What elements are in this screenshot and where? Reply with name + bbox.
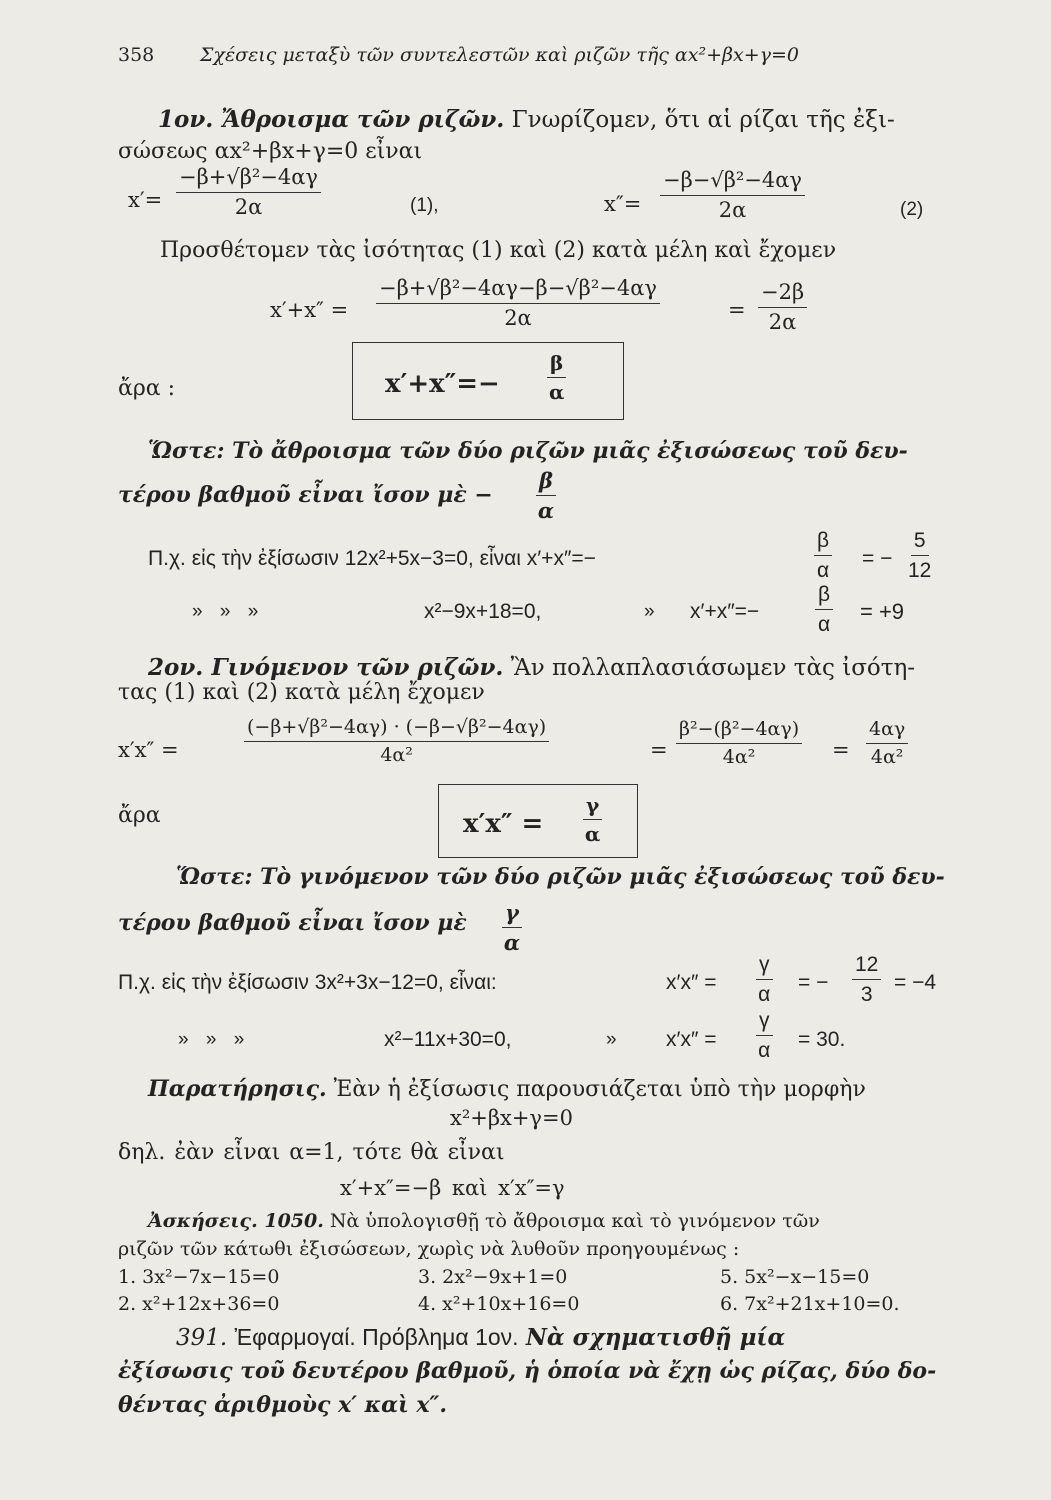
sum-rule-denominator: α	[537, 498, 555, 523]
product-boxed-lhs: x′x″ =	[463, 809, 544, 839]
x2-tag: (2)	[900, 199, 924, 220]
sum-heading-line	[158, 108, 895, 132]
x2-denominator: 2α	[718, 198, 747, 222]
product-eq-fraction-2	[676, 720, 802, 767]
x2-fraction	[660, 170, 805, 221]
sum-example-1-text: Π.χ. εἰς τὴν ἐξίσωσιν 12x²+5x−3=0, εἶναι x′+x″=−	[148, 547, 596, 570]
exercises-label: Ἀσκήσεις. 1050.	[148, 1210, 324, 1232]
product-example-1-frac-b	[852, 954, 881, 1005]
exercises-text-1: Νὰ ὑπολογισθῇ τὸ ἄθροισμα καὶ τὸ γινόμενον τῶν	[329, 1210, 820, 1232]
product-example-1-text: Π.χ. εἰς τὴν ἐξίσωσιν 3x²+3x−12=0, εἶναι:	[118, 971, 497, 994]
exercises-text-2: ριζῶν τῶν κάτωθι ἐξισώσεων, χωρὶς νὰ λυθοῦν προηγουμένως :	[118, 1238, 740, 1260]
sum-example-1-num-a: β	[814, 530, 832, 556]
sum-example-2-ditto: » » »	[192, 601, 259, 622]
product-eq-fraction	[244, 718, 549, 765]
sum-example-2-eq: x²−9x+18=0,	[424, 600, 542, 623]
product-example-1-mid: = −	[798, 971, 829, 994]
product-example-2-fraction	[756, 1010, 773, 1061]
product-rule-denominator: α	[503, 930, 521, 955]
product-example-2-ditto: » » »	[178, 1029, 245, 1050]
x1-numerator: −β+√β²−4αγ	[176, 167, 321, 193]
sum-example-1-den-a: α	[816, 559, 830, 582]
product-example-2-eq: x²−11x+30=0,	[384, 1028, 512, 1051]
sum-eq-numerator: −β+√β²−4αγ−β−√β²−4αγ	[376, 278, 660, 304]
product-example-1-num-b: 12	[852, 954, 881, 980]
sum-heading: 1ον. Ἄθροισμα τῶν ριζῶν.	[158, 106, 505, 133]
sum-eq-lhs: x′+x″ =	[270, 298, 349, 322]
remark-result: x′+x″=−β καὶ x′x″=γ	[340, 1176, 565, 1200]
sum-boxed-lhs: x′+x″=−	[385, 369, 500, 399]
section-391-problem-b: ἐξίσωσις τοῦ δευτέρου βαθμοῦ, ἡ ὁποία νὰ ἔχῃ ὡς ρίζας, δύο δο-	[118, 1358, 937, 1384]
product-example-1-num-a: γ	[756, 954, 773, 980]
product-rule-fraction	[502, 902, 522, 953]
product-example-2-result: = 30.	[798, 1028, 846, 1051]
section-391-problem-a: Νὰ σχηματισθῇ μία	[525, 1324, 786, 1351]
product-example-1-lhs: x′x″ =	[666, 971, 717, 994]
product-example-1-result: = −4	[894, 971, 937, 994]
sum-eq-fraction	[376, 278, 660, 329]
product-eq-denominator-3: 4α²	[870, 746, 904, 768]
add-line: Προσθέτομεν τὰς ἰσότητας (1) καὶ (2) κατὰ μέλη καὶ ἔχομεν	[160, 238, 837, 263]
sum-rule-fraction	[536, 470, 556, 521]
product-example-2-num: γ	[756, 1010, 773, 1036]
product-eq-lhs: x′x″ =	[118, 738, 179, 762]
sum-example-2-ditto-b: »	[644, 601, 655, 622]
exercise-item: 6. 7x²+21x+10=0.	[720, 1293, 900, 1315]
sum-eq-equals: =	[728, 298, 746, 322]
exercises-line	[148, 1212, 820, 1231]
product-eq-denominator: 4α²	[380, 744, 413, 766]
sum-example-2-result: = +9	[860, 599, 905, 624]
product-boxed-numerator: γ	[583, 795, 602, 820]
section-391-problem-c: θέντας ἀριθμοὺς x′ καὶ x″.	[118, 1392, 447, 1418]
sum-example-1-frac-a	[814, 530, 832, 581]
product-rule-2: τέρου βαθμοῦ εἶναι ἴσον μὲ	[118, 910, 467, 936]
running-title: Σχέσεις μεταξὺ τῶν συντελεστῶν καὶ ριζῶν τῆς αx²+βx+γ=0	[200, 44, 799, 66]
section-391-number: 391.	[176, 1325, 228, 1351]
sum-eq-denominator: 2α	[504, 306, 532, 330]
sum-example-1-frac-b	[908, 530, 931, 581]
product-example-2-den: α	[758, 1039, 771, 1062]
product-intro-2: τας (1) καὶ (2) κατὰ μέλη ἔχομεν	[118, 680, 485, 705]
product-boxed-denominator: α	[584, 822, 601, 846]
sum-eq-result-fraction	[758, 282, 807, 333]
sum-example-2-fraction	[815, 584, 833, 635]
product-example-2-ditto-b: »	[606, 1029, 617, 1050]
remark-line	[148, 1078, 866, 1101]
product-eq-numerator-2: β²−(β²−4αγ)	[676, 720, 802, 744]
product-intro-1: Ἂν πολλαπλασιάσωμεν τὰς ἰσότη-	[510, 655, 916, 681]
sum-example-1-mid: = −	[862, 547, 893, 570]
product-example-1-frac-a	[756, 954, 773, 1005]
remark-text-1: Ἐὰν ἡ ἐξίσωσις παρουσιάζεται ὑπὸ τὴν μορφὴν	[333, 1077, 866, 1102]
exercise-item: 2. x²+12x+36=0	[118, 1293, 280, 1315]
product-heading: 2ον. Γινόμενον τῶν ριζῶν.	[148, 654, 504, 681]
product-eq-equals-1: =	[650, 738, 668, 762]
x2-lhs: x″=	[604, 192, 642, 216]
sum-boxed-numerator: β	[547, 353, 566, 378]
product-rule-1: Ὥστε: Τὸ γινόμενον τῶν δύο ριζῶν μιᾶς ἐξισώσεως τοῦ δευ-	[176, 864, 945, 890]
remark-condition: δηλ. ἐὰν εἶναι α=1, τότε θὰ εἶναι	[118, 1140, 505, 1165]
sum-rule-numerator: β	[536, 470, 556, 496]
sum-boxed-fraction	[547, 353, 566, 402]
sum-intro-1: Γνωρίζομεν, ὅτι αἱ ρίζαι τῆς ἐξι-	[511, 107, 895, 133]
x1-fraction	[176, 167, 321, 218]
sum-example-1-num-b: 5	[911, 530, 929, 556]
sum-rule-2: τέρου βαθμοῦ εἶναι ἴσον μὲ −	[118, 482, 493, 508]
sum-eq-result-numerator: −2β	[758, 282, 807, 308]
sum-ara: ἄρα :	[118, 376, 176, 401]
product-example-1-den-a: α	[758, 983, 771, 1006]
sum-example-2-num: β	[815, 584, 833, 610]
sum-example-1-den-b: 12	[908, 559, 932, 582]
product-boxed-fraction	[583, 795, 602, 844]
x2-numerator: −β−√β²−4αγ	[660, 170, 805, 196]
product-result-box	[438, 784, 638, 858]
exercise-item: 1. 3x²−7x−15=0	[118, 1266, 280, 1288]
remark-form: x²+βx+γ=0	[450, 1106, 573, 1130]
x1-denominator: 2α	[234, 195, 263, 219]
product-eq-numerator-3: 4αγ	[866, 720, 908, 744]
sum-result-box	[352, 342, 624, 420]
product-eq-denominator-2: 4α²	[722, 746, 756, 768]
exercise-item: 4. x²+10x+16=0	[418, 1293, 580, 1315]
section-391-line	[176, 1326, 785, 1350]
sum-boxed-denominator: α	[548, 380, 565, 404]
sum-intro-2: σώσεως αx²+βx+γ=0 εἶναι	[118, 139, 423, 164]
product-example-1-den-b: 3	[860, 983, 873, 1006]
sum-eq-result-denominator: 2α	[768, 310, 797, 334]
remark-heading: Παρατήρησις.	[148, 1076, 327, 1102]
sum-rule-1: Ὥστε: Τὸ ἄθροισμα τῶν δύο ριζῶν μιᾶς ἐξισώσεως τοῦ δευ-	[148, 438, 908, 464]
exercise-item: 3. 2x²−9x+1=0	[418, 1266, 568, 1288]
x1-lhs: x′=	[128, 188, 163, 212]
sum-example-2-den: α	[817, 613, 831, 636]
page-number: 358	[118, 44, 155, 66]
section-391-title: Ἐφαρμογαί. Πρόβλημα 1ον.	[234, 1324, 519, 1350]
product-example-2-lhs: x′x″ =	[666, 1028, 717, 1051]
x1-tag: (1),	[410, 195, 439, 216]
product-eq-numerator: (−β+√β²−4αγ) · (−β−√β²−4αγ)	[244, 718, 549, 742]
product-ara: ἄρα	[118, 803, 161, 828]
exercise-item: 5. 5x²−x−15=0	[720, 1266, 870, 1288]
product-rule-numerator: γ	[502, 902, 522, 928]
product-eq-equals-2: =	[832, 738, 850, 762]
product-heading-line	[148, 656, 915, 680]
sum-example-2-lhs: x′+x″=−	[690, 600, 760, 623]
product-eq-fraction-3	[866, 720, 908, 767]
